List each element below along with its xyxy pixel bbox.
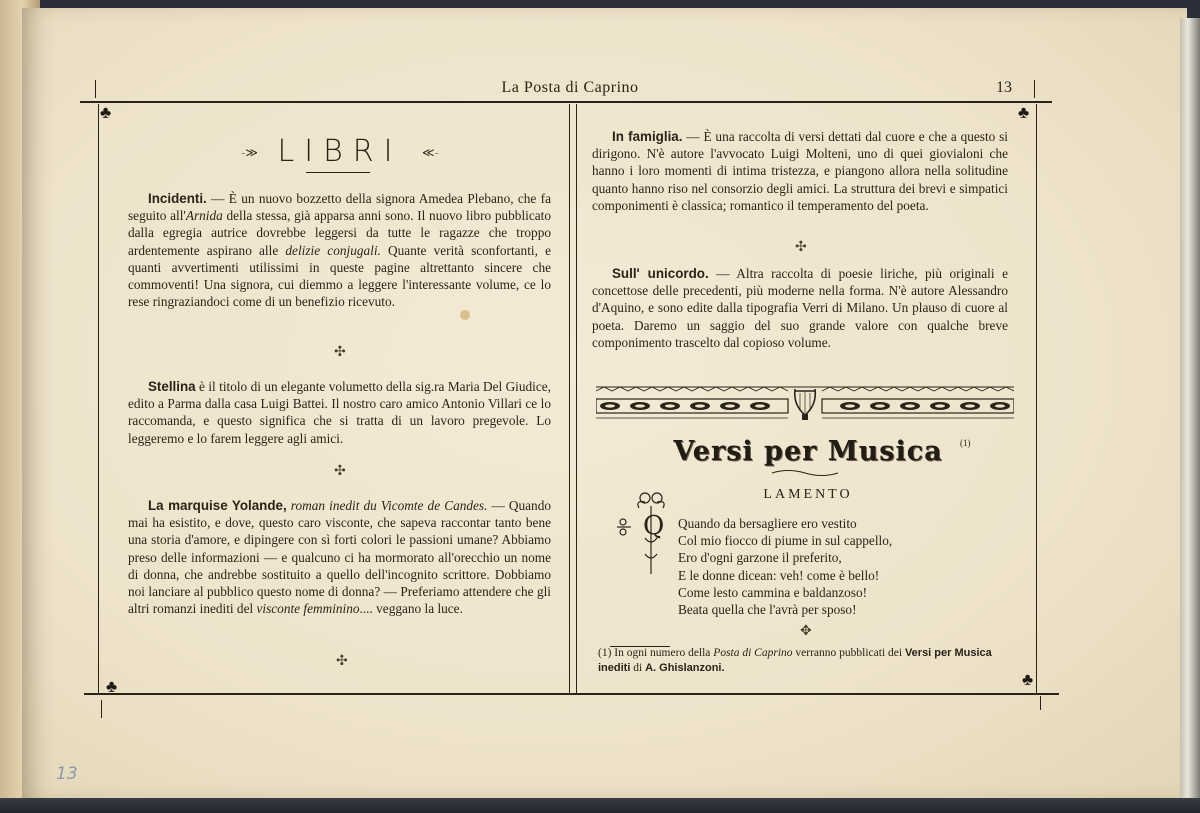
svg-text:Q: Q xyxy=(643,511,665,541)
decorated-initial-icon xyxy=(615,488,677,578)
section-separator-icon: ✣ xyxy=(336,654,348,669)
corner-ornament-top-right-icon: ♣ xyxy=(1018,103,1030,122)
corner-ornament-top-left-icon: ♣ xyxy=(100,103,112,122)
article-text: — È un nuovo bozzetto della signora Amedea Plebano, che fa seguito all' xyxy=(128,191,551,224)
article-text: — È una raccolta di versi dettati dal cuore e che a questo si dirigono. N'è autore l'avvocato Luigi Molteni, uno di quei giovialoni che hanno i loro momenti di intima tristezza, e piangono allora nella solitudine quanto hanno riso nel consorzio degli amici. La struttura dei brevi e simpatici componimenti è classica; romantico il temperamento del poeta. xyxy=(592,129,1008,213)
article-text: — Altra raccolta di poesie liriche, più originali e concettose delle precedenti, più moderne nella forma. N'è autore Alessandro d'Aquino, e sono edite dalla tipografia Verri di Milano. Un plauso di cuore al poeta. Daremo un saggio del suo grande valore con qualche breve componimento trascelto dal copioso volume. xyxy=(592,266,1009,350)
versi-per-musica-title: Versi per Musica xyxy=(673,436,943,467)
article-incidenti xyxy=(128,190,551,310)
footnote-text: di xyxy=(630,662,646,674)
article-text: è il titolo di un elegante volumetto della sig.ra Maria Del Giudice, edito a Parma dalla casa Luigi Battei. Il nostro caro amico Antonio Villari ce lo raccomanda, e questo significa che si tratta di un lavoro pregevole. Lo leggeremo e lo farem leggere agli amici. xyxy=(128,379,551,446)
footer-tick-left xyxy=(101,700,102,718)
footnote xyxy=(598,646,1016,676)
article-marquise xyxy=(128,497,551,617)
paper-stain xyxy=(460,310,470,320)
article-lead: Stellina xyxy=(148,379,196,394)
handwritten-margin-note: 13 xyxy=(56,764,78,784)
page-number: 13 xyxy=(996,79,1012,96)
article-lead: Incidenti. xyxy=(148,191,207,206)
page-bottom-shadow xyxy=(0,798,1200,813)
frame-right xyxy=(1036,104,1037,694)
heading-ornament-left: -≫ xyxy=(241,145,258,160)
libri-heading-text: LIBRI xyxy=(277,134,403,169)
poem-line: Col mio fiocco di piume in sul cappello, xyxy=(678,533,893,549)
poem-line: E le donne dicean: veh! come è bello! xyxy=(678,567,880,583)
article-text: — Quando mai ha esistito, e dove, questo caro visconte, che sapeva raccontar tanto bene una storia d'amore, e dipingere con sì forti colori le passioni umane? Abbiamo preso delle informazioni — e qualcuno ci ha mormorato all'orecchio un nome di donna, che andrebbe sostituito a quello dell'incognito scrittore. Dobbiamo noi lanciare al pubblico questo nome di donna? — Preferiamo attendere che gli altri romanzi inediti del xyxy=(128,498,551,617)
article-in-famiglia xyxy=(592,128,1008,214)
poem-line: Ero d'ogni garzone il preferito, xyxy=(678,550,842,566)
frame-left xyxy=(98,104,99,694)
header-rule xyxy=(80,101,1052,103)
article-text: .... veggano la luce. xyxy=(359,601,463,617)
poem-title: LAMENTO xyxy=(763,487,853,502)
article-lead: Sull' unicordo. xyxy=(612,266,709,281)
article-text: Quante verità sconfortanti, e quanti avvertimenti utilissimi in queste pagine altrettanto sincere che commoventi! Una signora, cui diemmo a leggere l'interessante volume, ce lo rese ringraziandoci come di un benefizio ricevuto. xyxy=(128,242,551,310)
article-lead: In famiglia. xyxy=(612,129,683,144)
poem-lamento xyxy=(678,515,892,618)
article-italic: Arnida xyxy=(185,208,223,224)
section-separator-icon: ✣ xyxy=(334,345,346,360)
page-stack-edge xyxy=(1180,18,1200,798)
footnote-text: verranno pubblicati dei xyxy=(792,647,905,659)
header-tick-left xyxy=(95,80,96,98)
article-italic: roman inedit du Vicomte de Candes. xyxy=(286,498,488,513)
article-italic: visconte femminino xyxy=(256,601,360,617)
poem-line: Beata quella che l'avrà per sposo! xyxy=(678,602,857,618)
section-separator-icon: ✣ xyxy=(795,240,807,255)
article-italic: delizie conjugali. xyxy=(285,242,381,258)
title-flourish xyxy=(770,468,840,478)
footnote-marker: (1) xyxy=(960,438,971,448)
article-lead: La marquise Yolande, xyxy=(148,498,287,513)
footnote-text: (1) In ogni numero della xyxy=(598,647,714,659)
article-sull-unicordo xyxy=(592,265,1008,351)
article-stellina xyxy=(128,378,551,447)
corner-ornament-bottom-right-icon: ♣ xyxy=(1022,670,1034,689)
heading-ornament-right: ≪- xyxy=(422,145,439,160)
header-tick-right xyxy=(1034,80,1035,98)
running-title: La Posta di Caprino xyxy=(501,79,639,96)
footer-tick-right xyxy=(1040,696,1041,710)
column-divider-a xyxy=(569,104,570,694)
frame-bottom xyxy=(84,693,1059,695)
libri-heading xyxy=(240,134,440,169)
corner-ornament-bottom-left-icon: ♣ xyxy=(106,677,118,696)
article-text: della stessa, già apparsa anni sono. Il nuovo libro pubblicato dalla egregia autrice dovrebbe leggersi da tutte le ragazze che troppo ardentemente aspirano alle xyxy=(128,208,551,258)
libri-underline xyxy=(306,172,370,173)
column-divider-b xyxy=(576,104,577,694)
section-separator-icon: ✣ xyxy=(334,464,346,479)
poem-line: Quando da bersagliere ero vestito xyxy=(678,516,857,531)
footnote-bold: Versi per Musica inediti xyxy=(598,647,992,674)
poem-line: Come lesto cammina e baldanzoso! xyxy=(678,584,868,600)
decorative-band-lyre xyxy=(596,385,1014,423)
footnote-italic: Posta di Caprino xyxy=(713,647,793,659)
footnote-bold: A. Ghislanzoni. xyxy=(645,662,725,674)
poem-end-ornament-icon: ✥ xyxy=(800,624,812,639)
